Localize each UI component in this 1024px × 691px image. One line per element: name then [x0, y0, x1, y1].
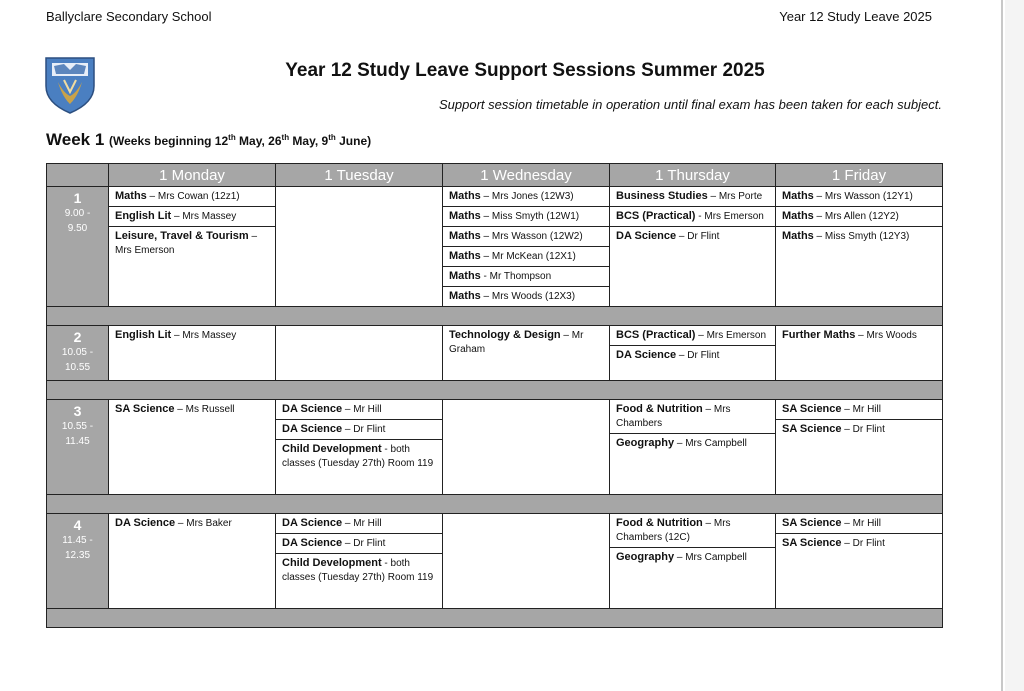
- subject-name: DA Science: [282, 537, 343, 549]
- day-header: 1 Monday: [109, 164, 276, 187]
- session-row: [47, 514, 943, 609]
- session-entry: [443, 187, 609, 207]
- teacher-name: – Mr Hill: [841, 404, 881, 415]
- timetable-cell: [776, 400, 943, 495]
- timetable-cell: [276, 514, 443, 609]
- session-number: 1: [73, 190, 82, 206]
- session-entry: [109, 400, 275, 419]
- session-label: [47, 514, 109, 609]
- teacher-name: - Mrs Emerson: [695, 211, 764, 222]
- session-entry: [776, 400, 942, 420]
- teacher-name: – Mrs Campbell: [674, 438, 747, 449]
- subject-name: Maths: [782, 230, 814, 242]
- session-label: [47, 187, 109, 307]
- subject-name: DA Science: [616, 230, 677, 242]
- session-number: 2: [73, 329, 82, 345]
- session-entry: [276, 440, 442, 473]
- timetable-cell: [610, 400, 776, 495]
- subject-name: DA Science: [616, 349, 677, 361]
- subject-name: Maths: [449, 190, 481, 202]
- teacher-name: – Dr Flint: [841, 424, 885, 435]
- teacher-name: – Mr Hill: [342, 404, 382, 415]
- teacher-name: – Dr Flint: [841, 538, 885, 549]
- session-number: 4: [73, 517, 82, 533]
- teacher-name: - both classes (Tuesday 27th) Room 119: [282, 444, 434, 469]
- break-bar: [47, 609, 943, 628]
- teacher-name: – Mr Hill: [841, 518, 881, 529]
- teacher-name: – Dr Flint: [342, 424, 386, 435]
- page-margin: [1005, 0, 1024, 691]
- session-entry: [776, 534, 942, 553]
- teacher-name: – Dr Flint: [676, 231, 720, 242]
- session-time-start: 9.00 -: [64, 208, 91, 219]
- session-entry: [610, 514, 775, 548]
- session-time-end: 11.45: [65, 436, 90, 447]
- session-entry: [610, 326, 775, 346]
- teacher-name: – Mrs Baker: [175, 518, 232, 529]
- teacher-name: – Mrs Chambers (12C): [616, 518, 731, 543]
- session-number: 3: [73, 403, 82, 419]
- teacher-name: – Mrs Jones (12W3): [480, 191, 574, 202]
- subject-name: Geography: [616, 437, 675, 449]
- teacher-name: – Mrs Wasson (12Y1): [813, 191, 913, 202]
- subject-name: Further Maths: [782, 329, 856, 341]
- session-label: [47, 326, 109, 381]
- teacher-name: – Dr Flint: [342, 538, 386, 549]
- session-entry: [610, 187, 775, 207]
- session-entry: [443, 287, 609, 306]
- teacher-name: – Ms Russell: [174, 404, 235, 415]
- page-title: Year 12 Study Leave Support Sessions Summer 2025: [285, 60, 765, 81]
- timetable-cell: [776, 514, 943, 609]
- subject-name: BCS (Practical): [616, 329, 696, 341]
- teacher-name: – Mrs Wasson (12W2): [480, 231, 583, 242]
- week-heading: [46, 130, 371, 150]
- teacher-name: – Mrs Massey: [171, 330, 237, 341]
- document-label: Year 12 Study Leave 2025: [779, 9, 932, 24]
- subject-name: Food & Nutrition: [616, 403, 703, 415]
- teacher-name: – Mr McKean (12X1): [480, 251, 576, 262]
- teacher-name: – Mrs Campbell: [674, 552, 747, 563]
- teacher-name: – Mrs Massey: [171, 211, 237, 222]
- timetable-header-row: [47, 164, 943, 187]
- session-time-end: 12.35: [64, 550, 91, 561]
- timetable-cell: [610, 187, 776, 307]
- timetable-cell: [109, 514, 276, 609]
- day-header: 1 Thursday: [610, 164, 776, 187]
- session-entry: [443, 267, 609, 287]
- subject-name: Technology & Design: [449, 329, 561, 341]
- timetable-cell: [276, 326, 443, 381]
- timetable-cell: [610, 326, 776, 381]
- session-entry: [443, 207, 609, 227]
- subject-name: SA Science: [782, 537, 842, 549]
- session-entry: [610, 400, 775, 434]
- week-title: Week 1: [46, 130, 105, 149]
- subject-name: SA Science: [115, 403, 175, 415]
- session-entry: [610, 207, 775, 227]
- session-entry: [276, 400, 442, 420]
- session-entry: [776, 420, 942, 439]
- teacher-name: - both classes (Tuesday 27th) Room 119: [282, 558, 434, 583]
- break-row: [47, 307, 943, 326]
- session-entry: [443, 247, 609, 267]
- session-row: [47, 326, 943, 381]
- subject-name: Geography: [616, 551, 675, 563]
- teacher-name: – Mrs Porte: [707, 191, 763, 202]
- timetable-cell: [443, 187, 610, 307]
- subject-name: English Lit: [115, 210, 172, 222]
- day-header: 1 Tuesday: [276, 164, 443, 187]
- session-entry: [610, 548, 775, 567]
- break-bar: [47, 307, 943, 326]
- teacher-name: – Mrs Emerson: [695, 330, 767, 341]
- timetable-cell: [276, 187, 443, 307]
- timetable-cell: [443, 514, 610, 609]
- teacher-name: – Mrs Cowan (12z1): [146, 191, 240, 202]
- session-label: [47, 400, 109, 495]
- session-entry: [109, 326, 275, 345]
- session-entry: [776, 207, 942, 227]
- subject-name: Maths: [449, 230, 481, 242]
- subject-name: English Lit: [115, 329, 172, 341]
- timetable-cell: [776, 187, 943, 307]
- break-bar: [47, 495, 943, 514]
- teacher-name: – Mr Hill: [342, 518, 382, 529]
- session-entry: [776, 514, 942, 534]
- session-entry: [776, 187, 942, 207]
- break-row: [47, 609, 943, 628]
- teacher-name: – Dr Flint: [676, 350, 720, 361]
- timetable-cell: [109, 400, 276, 495]
- session-time-end: 9.50: [67, 223, 88, 234]
- timetable-cell: [610, 514, 776, 609]
- session-entry: [109, 207, 275, 227]
- teacher-name: – Mrs Woods: [855, 330, 917, 341]
- teacher-name: – Mrs Emerson: [115, 231, 258, 256]
- session-row: [47, 187, 943, 307]
- break-bar: [47, 381, 943, 400]
- subject-name: Maths: [782, 210, 814, 222]
- session-entry: [109, 227, 275, 260]
- session-time-start: 11.45 -: [62, 535, 93, 546]
- subject-name: Maths: [782, 190, 814, 202]
- subject-name: Maths: [449, 210, 481, 222]
- subject-name: SA Science: [782, 517, 842, 529]
- subject-name: Child Development: [282, 443, 382, 455]
- session-entry: [109, 187, 275, 207]
- timetable-cell: [776, 326, 943, 381]
- timetable-cell: [443, 400, 610, 495]
- subject-name: DA Science: [282, 423, 343, 435]
- subject-name: Maths: [115, 190, 147, 202]
- session-entry: [610, 227, 775, 246]
- session-entry: [276, 554, 442, 587]
- teacher-name: – Miss Smyth (12Y3): [813, 231, 910, 242]
- subject-name: BCS (Practical): [616, 210, 696, 222]
- timetable-cell: [443, 326, 610, 381]
- subject-name: SA Science: [782, 403, 842, 415]
- teacher-name: – Mrs Allen (12Y2): [813, 211, 899, 222]
- teacher-name: - Mr Thompson: [480, 271, 552, 282]
- break-row: [47, 495, 943, 514]
- teacher-name: – Mrs Chambers: [616, 404, 731, 429]
- subject-name: Maths: [449, 250, 481, 262]
- timetable-cell: [276, 400, 443, 495]
- session-entry: [276, 514, 442, 534]
- session-entry: [776, 227, 942, 246]
- page-edge: [1001, 0, 1003, 691]
- session-time-start: 10.55 -: [61, 421, 94, 432]
- day-header: 1 Friday: [776, 164, 943, 187]
- subject-name: DA Science: [282, 403, 343, 415]
- day-header: 1 Wednesday: [443, 164, 610, 187]
- teacher-name: – Miss Smyth (12W1): [480, 211, 580, 222]
- session-time-end: 10.55: [64, 362, 91, 373]
- teacher-name: – Mrs Woods (12X3): [480, 291, 576, 302]
- subject-name: DA Science: [282, 517, 343, 529]
- subject-name: Leisure, Travel & Tourism: [115, 230, 249, 242]
- corner-cell: [47, 164, 109, 187]
- session-entry: [276, 534, 442, 554]
- timetable: [46, 163, 943, 628]
- page-subtitle: Support session timetable in operation until final exam has been taken for each subject.: [439, 97, 942, 112]
- teacher-name: – Mr Graham: [449, 330, 584, 355]
- timetable-cell: [109, 326, 276, 381]
- school-name: Ballyclare Secondary School: [46, 9, 212, 24]
- subject-name: Child Development: [282, 557, 382, 569]
- timetable-cell: [109, 187, 276, 307]
- session-entry: [109, 514, 275, 533]
- session-row: [47, 400, 943, 495]
- session-entry: [776, 326, 942, 345]
- subject-name: SA Science: [782, 423, 842, 435]
- session-entry: [610, 434, 775, 453]
- subject-name: DA Science: [115, 517, 176, 529]
- subject-name: Maths: [449, 290, 481, 302]
- session-entry: [443, 227, 609, 247]
- session-entry: [610, 346, 775, 365]
- session-entry: [443, 326, 609, 359]
- subject-name: Business Studies: [616, 190, 708, 202]
- session-time-start: 10.05 -: [61, 347, 94, 358]
- break-row: [47, 381, 943, 400]
- week-dates: (Weeks beginning 12th May, 26th May, 9th June): [109, 133, 372, 148]
- subject-name: Food & Nutrition: [616, 517, 703, 529]
- school-crest-icon: [44, 56, 96, 114]
- session-entry: [276, 420, 442, 440]
- subject-name: Maths: [449, 270, 481, 282]
